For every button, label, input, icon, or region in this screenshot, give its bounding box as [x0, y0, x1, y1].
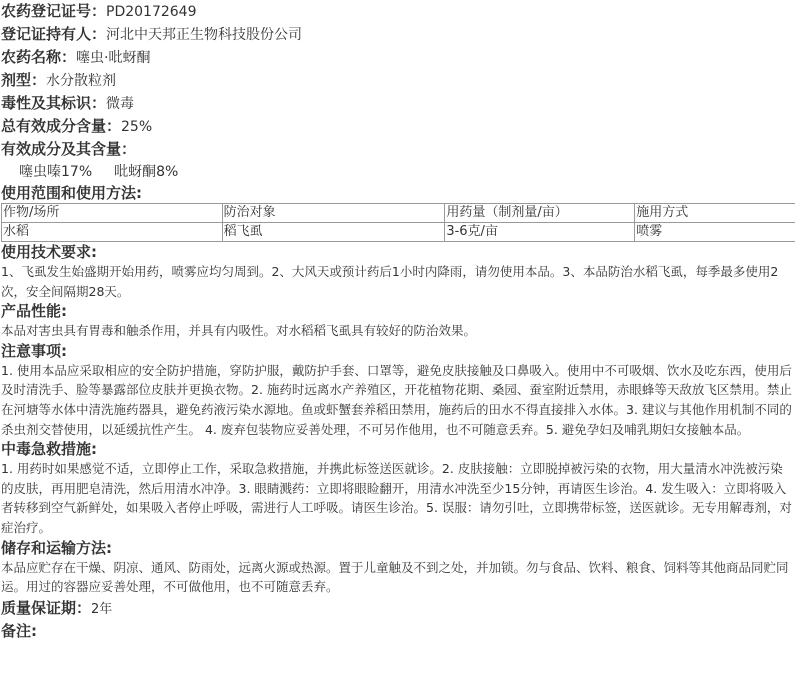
usage-header-method: 施用方式 [635, 204, 795, 223]
remarks-label: 备注: [1, 621, 37, 640]
precautions-title: 注意事项: [1, 341, 67, 360]
pesticide-name-row [1, 46, 795, 69]
usage-header-target: 防治对象 [222, 204, 445, 223]
storage-title: 储存和运输方法: [1, 538, 112, 557]
storage-text: 本品应贮存在干燥、阴凉、通风、防雨处，远离火源或热源。置于儿童触及不到之处，并加锁。勿与食品、饮料、粮食、饲料等其他商品同贮同运。用过的容器应妥善处理，不可做他用，也不可随意丢弃。 [1, 559, 789, 595]
formulation-value: 水分散粒剂 [46, 73, 117, 89]
registration-holder-label: 登记证持有人： [1, 25, 107, 43]
pesticide-name-value: 噻虫·吡蚜酮 [76, 50, 151, 66]
warranty-row [1, 597, 795, 620]
first-aid-text: 1. 用药时如果感觉不适，立即停止工作，采取急救措施，并携此标签送医就诊。2. 皮肤接触：立即脱掉被污染的衣物，用大量清水冲洗被污染的皮肤，再用肥皂清洗，然后用清水冲净。3. 眼睛溅药：立即将眼睑翻开，用清水冲洗至少15分钟，再请医生诊治。4. 发生吸入：立即将吸入者转移到空气新鲜处，如果吸入者停止呼吸，需进行人工呼吸。请医生诊治。5. 误服：请勿引吐，立即携带标签，送医就诊。无专用解毒剂，对症治疗。 [1, 461, 792, 535]
total-content-value: 25% [121, 119, 153, 135]
usage-cell-method: 喷雾 [635, 223, 795, 242]
usage-header-crop: 作物/场所 [2, 204, 223, 223]
tech-requirements-title: 使用技术要求: [1, 243, 97, 261]
formulation-label: 剂型： [1, 71, 47, 89]
ingredient-item: 吡蚜酮8% [114, 164, 179, 180]
usage-cell-target: 稻飞虱 [222, 223, 445, 242]
ingredient-item: 噻虫嗪17% [19, 164, 93, 180]
remarks-row [1, 620, 795, 643]
total-content-label: 总有效成分含量： [1, 117, 122, 135]
toxicity-label: 毒性及其标识： [1, 94, 107, 112]
registration-holder-row [1, 23, 795, 46]
usage-table-header-row [2, 204, 795, 223]
warranty-value: 2年 [91, 601, 113, 617]
usage-cell-dosage: 3-6克/亩 [445, 223, 635, 242]
ingredients-list [1, 161, 795, 183]
registration-number-row [1, 0, 795, 23]
registration-number-label: 农药登记证号： [1, 2, 107, 20]
table-row [2, 223, 795, 242]
usage-table [1, 203, 795, 242]
formulation-row [1, 69, 795, 92]
total-content-row [1, 115, 795, 138]
precautions-text: 1. 使用本品应采取相应的安全防护措施，穿防护服，戴防护手套、口罩等，避免皮肤接触及口鼻吸入。使用中不可吸烟、饮水及吃东西，使用后及时清洗手、脸等暴露部位皮肤并更换衣物。2. 施药时远离水产养殖区，开花植物花期、桑园、蚕室附近禁用，赤眼蜂等天敌放飞区禁用。禁止在河塘等水体中清洗施药器具，避免药液污染水源地。鱼或虾蟹套养稻田禁用，施药后的田水不得直接排入水体。3. 建议与其他作用机制不同的杀虫剂交替使用，以延缓抗性产生。 4. 废弃包装物应妥善处理，不可另作他用，也不可随意丢弃。5. 避免孕妇及哺乳期妇女接触本品。 [1, 362, 792, 437]
ingredients-heading-row [1, 138, 795, 161]
ingredients-label: 有效成分及其含量： [1, 140, 137, 158]
usage-header-dosage: 用药量（制剂量/亩） [445, 204, 635, 223]
performance-title: 产品性能: [1, 302, 67, 321]
toxicity-value: 微毒 [106, 96, 135, 112]
performance-text: 本品对害虫具有胃毒和触杀作用，并具有内吸性。对水稻稻飞虱具有较好的防治效果。 [1, 323, 477, 339]
usage-section-title: 使用范围和使用方法: [1, 184, 142, 202]
tech-requirements-text: 1、飞虱发生始盛期开始用药，喷雾应均匀周到。2、大风天或预计药后1小时内降雨，请勿使用本品。3、本品防治水稻飞虱，每季最多使用2次，安全间隔期28天。 [1, 264, 779, 299]
pesticide-name-label: 农药名称： [1, 48, 77, 66]
registration-number-value: PD20172649 [106, 4, 197, 20]
first-aid-title: 中毒急救措施: [1, 440, 97, 459]
warranty-label: 质量保证期： [1, 598, 92, 617]
usage-cell-crop: 水稻 [2, 223, 223, 242]
registration-holder-value: 河北中天邦正生物科技股份公司 [106, 27, 303, 43]
toxicity-row [1, 92, 795, 115]
